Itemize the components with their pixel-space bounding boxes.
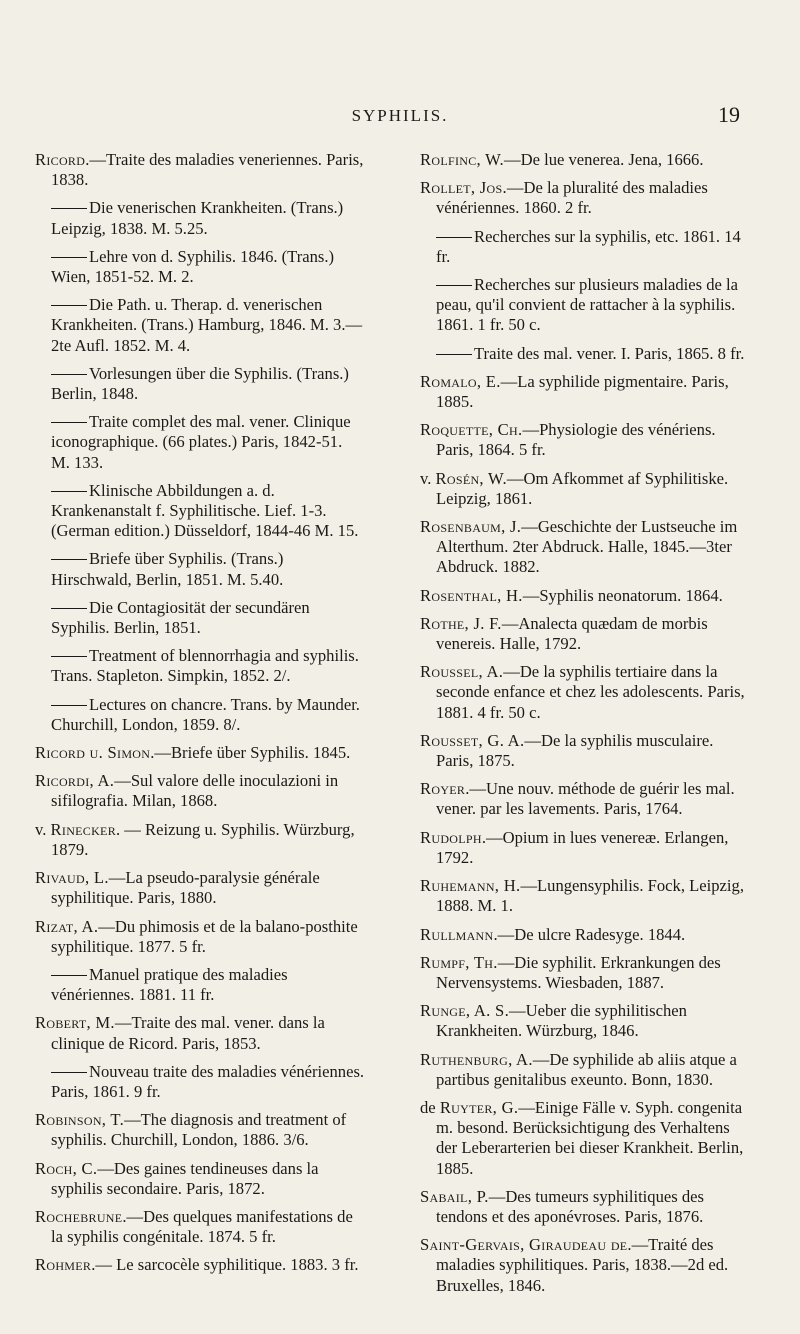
bibliography-entry bbox=[35, 965, 365, 1005]
bibliography-entry bbox=[420, 586, 750, 606]
bibliography-entry bbox=[35, 820, 365, 860]
running-title: SYPHILIS. bbox=[351, 106, 449, 125]
entry-author: Rosenbaum, J. bbox=[420, 517, 522, 537]
entry-author: Rollet, Jos. bbox=[420, 178, 507, 198]
bibliography-entry bbox=[35, 1110, 365, 1150]
ditto-dash bbox=[436, 354, 472, 355]
bibliography-entry bbox=[420, 1050, 750, 1090]
bibliography-entry bbox=[35, 412, 365, 473]
bibliography-entry bbox=[35, 771, 365, 811]
bibliography-entry bbox=[420, 1001, 750, 1041]
page-number: 19 bbox=[718, 102, 740, 127]
entry-author: Rullmann bbox=[420, 924, 494, 944]
bibliography-entry bbox=[35, 1255, 365, 1275]
entry-text: Traite des mal. vener. I. Paris, 1865. 8 fr. bbox=[474, 343, 745, 363]
entry-author: Ricordi, A. bbox=[35, 771, 115, 791]
bibliography-entry bbox=[35, 695, 365, 735]
entry-text: —Lungensyphilis. Fock, Leipzig, 1888. M. 1. bbox=[436, 876, 744, 916]
entry-text: —La pseudo-paralysie générale syphilitique. Paris, 1880. bbox=[51, 868, 320, 908]
entry-author: Saint-Gervais, Giraudeau de bbox=[420, 1235, 628, 1255]
entry-text: Lehre von d. Syphilis. 1846. (Trans.) Wien, 1851-52. M. 2. bbox=[51, 246, 335, 287]
entry-text: —Analecta quædam de morbis venereis. Halle, 1792. bbox=[436, 613, 708, 654]
entry-text: .— Le sarcocèle syphilitique. 1883. 3 fr. bbox=[91, 1255, 359, 1275]
bibliography-entry bbox=[35, 1013, 365, 1053]
bibliography-entry bbox=[420, 662, 750, 723]
entry-author: Ricord u. Simon bbox=[35, 743, 151, 763]
entry-author: Rizat, A. bbox=[35, 916, 99, 936]
entry-text: .—Une nouv. méthode de guérir les mal. vener. par les lavements. Paris, 1764. bbox=[436, 779, 735, 819]
entry-text: —Sul valore delle inoculazioni in sifilografia. Milan, 1868. bbox=[51, 771, 339, 811]
right-column bbox=[420, 150, 750, 1304]
bibliography-entry bbox=[35, 198, 365, 238]
entry-author: Roquette, Ch. bbox=[420, 420, 523, 440]
ditto-dash bbox=[436, 237, 472, 238]
bibliography-entry bbox=[35, 481, 365, 542]
entry-text: . — Reizung u. Syphilis. Würzburg, 1879. bbox=[51, 819, 355, 859]
entry-author: Ricord bbox=[35, 150, 86, 169]
ditto-dash bbox=[436, 285, 472, 286]
bibliography-entry bbox=[35, 743, 365, 763]
entry-text: .—Des quelques manifestations de la syphilis congénitale. 1874. 5 fr. bbox=[51, 1206, 353, 1247]
ditto-dash bbox=[51, 608, 87, 609]
bibliography-entry bbox=[35, 598, 365, 638]
bibliography-entry bbox=[35, 917, 365, 957]
bibliography-entry bbox=[420, 828, 750, 868]
ditto-dash bbox=[51, 491, 87, 492]
entry-text: Recherches sur plusieurs maladies de la peau, qu'il convient de rattacher à la syphilis. 1861. 1 fr. 50 c. bbox=[436, 275, 739, 335]
bibliography-entry bbox=[420, 779, 750, 819]
entry-author: Sabail, P. bbox=[420, 1186, 489, 1206]
entry-text: Nouveau traite des maladies vénériennes. Paris, 1861. 9 fr. bbox=[51, 1061, 365, 1101]
entry-text: —De la pluralité des maladies vénériennes. 1860. 2 fr. bbox=[436, 178, 708, 218]
name-prefix: v. bbox=[420, 468, 436, 488]
bibliography-entry bbox=[35, 1207, 365, 1247]
entry-author: Roussel, A. bbox=[420, 662, 504, 682]
bibliography-entry bbox=[420, 925, 750, 945]
entry-text: —Ueber die syphilitischen Krankheiten. Würzburg, 1846. bbox=[436, 1001, 687, 1041]
entry-author: Runge, A. S. bbox=[420, 1001, 510, 1021]
bibliography-entry bbox=[420, 344, 750, 364]
entry-author: Ruhemann, H. bbox=[420, 876, 521, 896]
entry-text: —Des gaines tendineuses dans la syphilis secondaire. Paris, 1872. bbox=[51, 1158, 319, 1198]
entry-author: Roch, C. bbox=[35, 1158, 98, 1178]
ditto-dash bbox=[51, 656, 87, 657]
entry-author: Ruyter, G. bbox=[439, 1097, 519, 1117]
bibliography-entry bbox=[420, 469, 750, 509]
entry-text: —Die syphilit. Erkrankungen des Nervensystems. Wiesbaden, 1887. bbox=[436, 952, 721, 992]
entry-author: Rudolph bbox=[420, 827, 482, 847]
bibliography-entry bbox=[420, 953, 750, 993]
entry-text: .—De ulcre Radesyge. 1844. bbox=[493, 924, 686, 944]
entry-text: —La syphilide pigmentaire. Paris, 1885. bbox=[436, 371, 729, 412]
name-prefix: v. bbox=[35, 819, 51, 839]
entry-text: —De la syphilis musculaire. Paris, 1875. bbox=[436, 730, 714, 771]
bibliography-entry bbox=[420, 227, 750, 267]
bibliography-entry bbox=[420, 1098, 750, 1179]
left-column bbox=[35, 150, 365, 1284]
entry-author: Rochebrune bbox=[35, 1206, 123, 1226]
entry-author: Robinson, T. bbox=[35, 1110, 125, 1130]
entry-text: —Du phimosis et de la balano-posthite syphilitique. 1877. 5 fr. bbox=[51, 916, 358, 956]
entry-text: —Einige Fälle v. Syph. congenita m. besond. Berücksichtigung des Verhaltens der Leberarterien bei dieser Krankheit. Berlin, 1885. bbox=[436, 1097, 744, 1178]
bibliography-entry bbox=[420, 614, 750, 654]
entry-text: —The diagnosis and treatment of syphilis. Churchill, London, 1886. 3/6. bbox=[51, 1110, 347, 1150]
entry-text: .—Opium in lues venereæ. Erlangen, 1792. bbox=[436, 827, 729, 867]
bibliography-entry bbox=[35, 364, 365, 404]
entry-text: Vorlesungen über die Syphilis. (Trans.) Berlin, 1848. bbox=[51, 363, 349, 404]
bibliography-entry bbox=[35, 150, 365, 190]
ditto-dash bbox=[51, 975, 87, 976]
bibliography-entry bbox=[35, 295, 365, 356]
entry-author: Ruthenburg, A. bbox=[420, 1049, 533, 1069]
entry-author: Rothe, J. F. bbox=[420, 613, 502, 633]
entry-text: .—Briefe über Syphilis. 1845. bbox=[150, 743, 351, 763]
entry-text: —Geschichte der Lustseuche im Alterthum. 2ter Abdruck. Halle, 1845.—3ter Abdruck. 1882. bbox=[436, 517, 738, 577]
bibliography-entry bbox=[420, 1187, 750, 1227]
bibliography-entry bbox=[35, 247, 365, 287]
entry-author: Royer bbox=[420, 779, 466, 799]
bibliography-entry bbox=[420, 517, 750, 578]
bibliography-entry bbox=[35, 549, 365, 589]
bibliography-entry bbox=[420, 420, 750, 460]
entry-text: Klinische Abbildungen a. d. Krankenanstalt f. Syphilitische. Lief. 1-3. (German edition.) Düsseldorf, 1844-46 M. 15. bbox=[51, 480, 359, 541]
entry-author: Romalo, E. bbox=[420, 371, 501, 391]
ditto-dash bbox=[51, 1072, 87, 1073]
entry-text: Treatment of blennorrhagia and syphilis. Trans. Stapleton. Simpkin, 1852. 2/. bbox=[51, 646, 359, 686]
entry-author: Robert, M. bbox=[35, 1013, 115, 1033]
bibliography-entry bbox=[420, 178, 750, 218]
entry-text: —Om Afkommet af Syphilitiske. Leipzig, 1861. bbox=[436, 468, 729, 508]
entry-text: —Traite des mal. vener. dans la clinique de Ricord. Paris, 1853. bbox=[51, 1013, 325, 1053]
ditto-dash bbox=[51, 208, 87, 209]
entry-text: —De lue venerea. Jena, 1666. bbox=[504, 150, 704, 169]
entry-text: Die Contagiosität der secundären Syphilis. Berlin, 1851. bbox=[51, 597, 310, 638]
entry-text: Lectures on chancre. Trans. by Maunder. Churchill, London, 1859. 8/. bbox=[51, 694, 360, 734]
entry-text: .—Traite des maladies veneriennes. Paris, 1838. bbox=[51, 150, 364, 190]
entry-text: Traite complet des mal. vener. Clinique iconographique. (66 plates.) Paris, 1842-51. M. 133. bbox=[51, 412, 351, 472]
entry-text: .—Traité des maladies syphilitiques. Paris, 1838.—2d ed. Bruxelles, 1846. bbox=[436, 1235, 729, 1295]
bibliography-entry bbox=[420, 275, 750, 336]
bibliography-entry bbox=[35, 1159, 365, 1199]
entry-text: —Physiologie des vénériens. Paris, 1864. 5 fr. bbox=[436, 420, 716, 460]
entry-author: Rosén, W. bbox=[435, 468, 507, 488]
ditto-dash bbox=[51, 374, 87, 375]
entry-text: —De syphilide ab aliis atque a partibus genitalibus exeunto. Bonn, 1830. bbox=[436, 1049, 737, 1089]
entry-text: Die Path. u. Therap. d. venerischen Krankheiten. (Trans.) Hamburg, 1846. M. 3.—2te Aufl. 1852. M. 4. bbox=[51, 295, 363, 355]
entry-text: —Des tumeurs syphilitiques des tendons et des aponévroses. Paris, 1876. bbox=[436, 1186, 704, 1226]
ditto-dash bbox=[51, 559, 87, 560]
entry-text: —De la syphilis tertiaire dans la seconde enfance et chez les adolescents. Paris, 1881. 4 fr. 50 c. bbox=[436, 662, 745, 722]
bibliography-entry bbox=[420, 150, 750, 170]
entry-author: Rolfinc, W. bbox=[420, 150, 504, 169]
entry-text: Die venerischen Krankheiten. (Trans.) Leipzig, 1838. M. 5.25. bbox=[51, 198, 344, 238]
entry-text: Briefe über Syphilis. (Trans.) Hirschwald, Berlin, 1851. M. 5.40. bbox=[51, 549, 284, 589]
entry-text: Manuel pratique des maladies vénériennes. 1881. 11 fr. bbox=[51, 964, 288, 1005]
bibliography-entry bbox=[420, 731, 750, 771]
entry-author: Rinecker bbox=[50, 819, 116, 839]
name-prefix: de bbox=[420, 1097, 440, 1117]
ditto-dash bbox=[51, 305, 87, 306]
bibliography-entry bbox=[420, 372, 750, 412]
bibliography-entry bbox=[35, 1062, 365, 1102]
entry-author: Rivaud, L. bbox=[35, 868, 109, 888]
ditto-dash bbox=[51, 705, 87, 706]
entry-author: Rumpf, Th. bbox=[420, 952, 498, 972]
bibliography-entry bbox=[420, 1235, 750, 1296]
entry-author: Rosenthal, H. bbox=[420, 585, 523, 605]
ditto-dash bbox=[51, 422, 87, 423]
bibliography-entry bbox=[35, 868, 365, 908]
entry-text: Recherches sur la syphilis, etc. 1861. 14 fr. bbox=[436, 226, 741, 266]
entry-text: —Syphilis neonatorum. 1864. bbox=[522, 585, 723, 605]
page-header bbox=[0, 102, 800, 136]
bibliography-entry bbox=[420, 876, 750, 916]
bibliography-entry bbox=[35, 646, 365, 686]
entry-author: Rousset, G. A. bbox=[420, 730, 525, 750]
entry-author: Rohmer bbox=[35, 1255, 92, 1275]
ditto-dash bbox=[51, 257, 87, 258]
